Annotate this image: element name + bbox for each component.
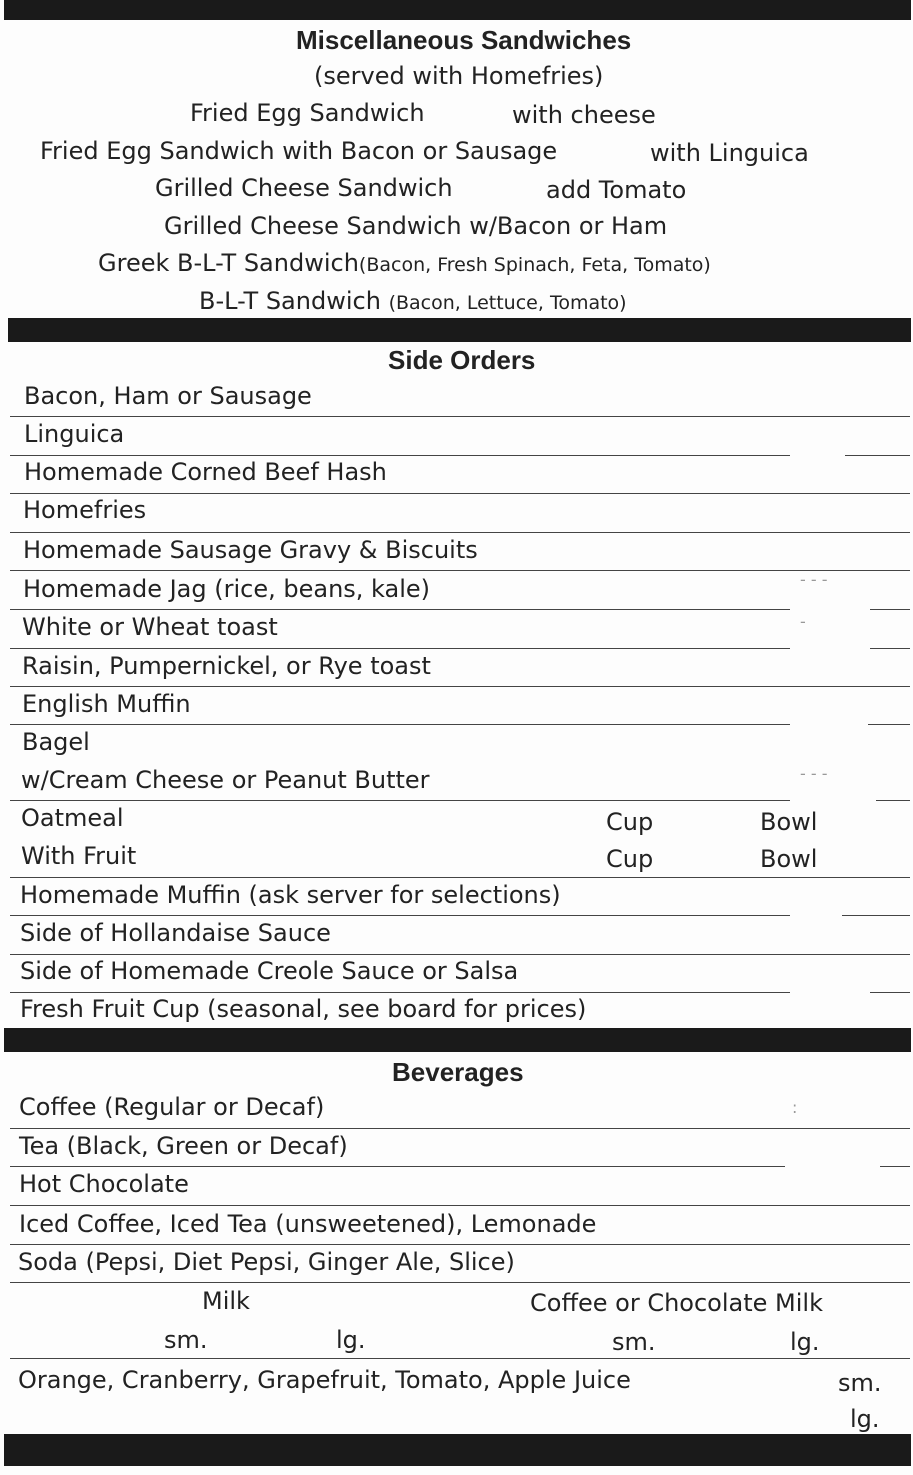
row-divider — [10, 1166, 785, 1167]
bottom-divider-bar — [4, 1434, 911, 1466]
menu-item-fried-egg-bacon: Fried Egg Sandwich with Bacon or Sausage — [40, 137, 558, 165]
price-mark: : — [792, 1098, 798, 1117]
side-item: White or Wheat toast — [22, 613, 278, 641]
top-divider-bar — [4, 0, 911, 20]
side-item: Bacon, Ham or Sausage — [24, 382, 312, 410]
row-divider — [10, 686, 910, 687]
row-divider — [10, 1282, 910, 1283]
row-divider — [10, 1244, 910, 1245]
row-divider — [876, 800, 910, 801]
menu-item-with-linguica: with Linguica — [650, 139, 809, 167]
menu-item-add-tomato: add Tomato — [546, 176, 687, 204]
side-item: Homemade Corned Beef Hash — [24, 458, 387, 486]
beverage-item: Hot Chocolate — [19, 1170, 189, 1198]
row-divider — [870, 648, 910, 649]
row-divider — [880, 1166, 910, 1167]
sides-divider-bar — [4, 1028, 911, 1052]
row-divider — [10, 992, 790, 993]
menu-item-with-cheese: with cheese — [512, 101, 656, 129]
side-item: Linguica — [24, 420, 125, 448]
bowl-label: Bowl — [760, 808, 818, 836]
side-orders-heading: Side Orders — [388, 345, 536, 375]
milk-label: Milk — [202, 1287, 250, 1315]
row-divider — [870, 609, 910, 610]
side-item: w/Cream Cheese or Peanut Butter — [21, 766, 430, 794]
coffee-milk-large-size: lg. — [790, 1328, 820, 1356]
row-divider — [10, 455, 790, 456]
price-mark: - - - — [800, 570, 828, 589]
menu-item-greek-blt — [98, 249, 711, 279]
row-divider — [845, 455, 910, 456]
cup-label: Cup — [606, 845, 654, 873]
beverage-item: Tea (Black, Green or Decaf) — [19, 1132, 348, 1160]
side-item: With Fruit — [21, 842, 137, 870]
row-divider — [842, 915, 910, 916]
side-item: Homemade Muffin (ask server for selections) — [20, 881, 561, 909]
row-divider — [10, 800, 790, 801]
greek-blt-name: Greek B-L-T Sandwich — [98, 249, 359, 277]
side-item: Homefries — [23, 496, 147, 524]
row-divider — [10, 1358, 910, 1359]
coffee-milk-small-size: sm. — [612, 1328, 656, 1356]
side-item: Oatmeal — [21, 804, 124, 832]
misc-subtitle: (served with Homefries) — [314, 62, 604, 90]
side-item: Side of Hollandaise Sauce — [20, 919, 331, 947]
side-item: Side of Homemade Creole Sauce or Salsa — [20, 957, 519, 985]
coffee-milk-label: Coffee or Chocolate Milk — [530, 1289, 823, 1317]
menu-item-grilled-cheese-bacon: Grilled Cheese Sandwich w/Bacon or Ham — [164, 212, 668, 240]
blt-name: B-L-T Sandwich — [199, 287, 381, 315]
menu-item-fried-egg: Fried Egg Sandwich — [190, 99, 425, 127]
row-divider — [10, 493, 910, 494]
side-item: Homemade Sausage Gravy & Biscuits — [23, 536, 478, 564]
side-item: English Muffin — [22, 690, 191, 718]
row-divider — [10, 954, 910, 955]
milk-large-size: lg. — [336, 1326, 366, 1354]
row-divider — [10, 648, 790, 649]
milk-small-size: sm. — [164, 1326, 208, 1354]
row-divider — [10, 609, 790, 610]
side-item: Homemade Jag (rice, beans, kale) — [23, 575, 431, 603]
row-divider — [10, 1128, 910, 1129]
row-divider — [868, 724, 910, 725]
row-divider — [10, 416, 910, 417]
row-divider — [10, 1205, 910, 1206]
beverage-item: Soda (Pepsi, Diet Pepsi, Ginger Ale, Slice) — [18, 1248, 515, 1276]
beverage-item: Iced Coffee, Iced Tea (unsweetened), Lemonade — [19, 1210, 597, 1238]
side-item: Bagel — [22, 728, 90, 756]
beverages-heading: Beverages — [392, 1057, 524, 1087]
juice-small-size: sm. — [838, 1369, 882, 1397]
row-divider — [10, 724, 790, 725]
menu-item-blt — [199, 287, 627, 317]
row-divider — [10, 877, 910, 878]
sandwiches-divider-bar — [8, 318, 911, 342]
beverage-item-juice: Orange, Cranberry, Grapefruit, Tomato, Apple Juice — [18, 1366, 631, 1394]
beverage-item: Coffee (Regular or Decaf) — [19, 1093, 325, 1121]
greek-blt-description: (Bacon, Fresh Spinach, Feta, Tomato) — [358, 254, 711, 276]
price-mark: - - - — [800, 764, 828, 783]
cup-label: Cup — [606, 808, 654, 836]
row-divider — [10, 915, 790, 916]
side-item: Raisin, Pumpernickel, or Rye toast — [22, 652, 431, 680]
menu-item-grilled-cheese: Grilled Cheese Sandwich — [155, 174, 453, 202]
row-divider — [10, 570, 910, 571]
row-divider — [10, 532, 910, 533]
price-mark: - — [800, 612, 806, 631]
row-divider — [870, 992, 910, 993]
bowl-label: Bowl — [760, 845, 818, 873]
juice-large-size: lg. — [850, 1405, 880, 1433]
side-item: Fresh Fruit Cup (seasonal, see board for prices) — [20, 995, 587, 1023]
misc-sandwiches-heading: Miscellaneous Sandwiches — [296, 25, 632, 55]
blt-description: (Bacon, Lettuce, Tomato) — [388, 292, 627, 314]
